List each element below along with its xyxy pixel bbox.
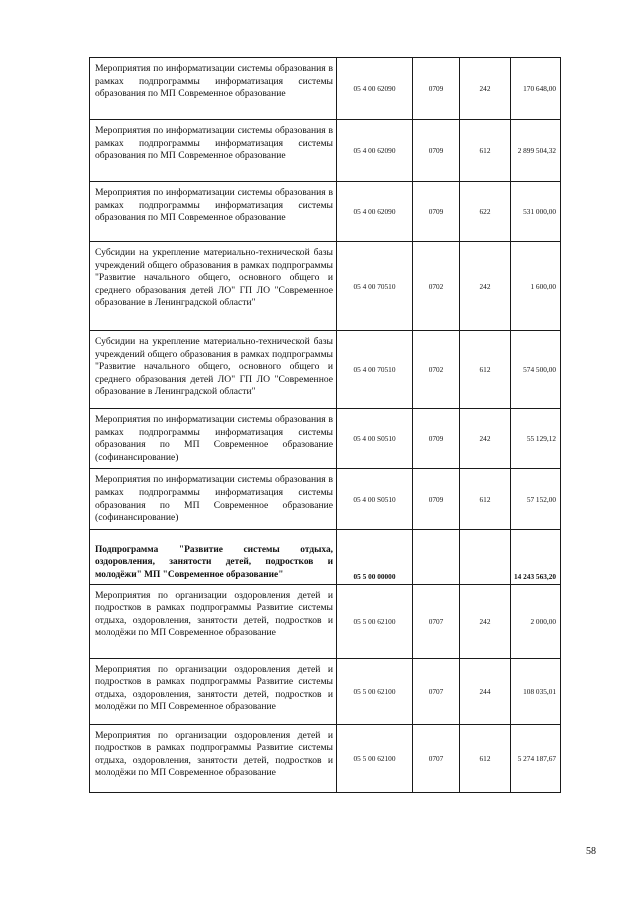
amount-text: 531 000,00 bbox=[523, 207, 556, 216]
expense-type-text: 622 bbox=[479, 207, 491, 216]
expense-type-text: 242 bbox=[479, 616, 491, 626]
section-code-cell bbox=[413, 120, 460, 182]
description-cell bbox=[90, 584, 337, 658]
section-code-text: 0709 bbox=[428, 207, 444, 216]
section-code-cell bbox=[413, 242, 460, 331]
section-code-text: 0709 bbox=[428, 146, 444, 155]
description-cell bbox=[90, 58, 337, 120]
section-code-cell bbox=[413, 58, 460, 120]
amount-text: 14 243 563,20 bbox=[514, 571, 556, 581]
expense-type-cell bbox=[460, 331, 511, 409]
target-article-code-text: 05 4 00 62090 bbox=[353, 146, 396, 155]
target-article-code-text: 05 4 00 62090 bbox=[353, 207, 396, 216]
description-text: Мероприятия по организации оздоровления детей и подростков в рамках подпрограммы Развитие системы отдыха, оздоровления, занятости детей, подростков и молодёжи по МП Современное образование bbox=[95, 589, 333, 639]
target-article-code-text: 05 5 00 62100 bbox=[353, 753, 396, 763]
expense-type-text: 612 bbox=[479, 365, 491, 374]
target-article-code-text: 05 5 00 62100 bbox=[353, 686, 396, 696]
expense-type-cell bbox=[460, 120, 511, 182]
target-article-code-text: 05 4 00 62090 bbox=[353, 84, 396, 93]
page-number: 58 bbox=[586, 846, 596, 857]
description-cell bbox=[90, 120, 337, 182]
description-text: Мероприятия по организации оздоровления детей и подростков в рамках подпрограммы Развитие системы отдыха, оздоровления, занятости детей, подростков и молодёжи по МП Современное образование bbox=[95, 663, 333, 713]
amount-cell bbox=[511, 584, 561, 658]
expense-type-cell bbox=[460, 469, 511, 529]
table-row bbox=[90, 242, 561, 331]
description-cell bbox=[90, 182, 337, 242]
amount-cell bbox=[511, 120, 561, 182]
target-article-code-cell bbox=[337, 469, 413, 529]
target-article-code-text: 05 4 00 S0510 bbox=[353, 494, 396, 504]
expense-type-text: 242 bbox=[479, 281, 491, 291]
description-cell bbox=[90, 469, 337, 529]
description-cell bbox=[90, 529, 337, 584]
target-article-code-cell bbox=[337, 724, 413, 792]
amount-text: 2 000,00 bbox=[530, 616, 556, 626]
amount-text: 5 274 187,67 bbox=[517, 753, 556, 763]
description-cell bbox=[90, 331, 337, 409]
description-text: Мероприятия по организации оздоровления детей и подростков в рамках подпрограммы Развитие системы отдыха, оздоровления, занятости детей, подростков и молодёжи по МП Современное образование bbox=[95, 729, 333, 779]
amount-text: 574 500,00 bbox=[523, 365, 556, 374]
section-code-cell bbox=[413, 658, 460, 724]
amount-cell bbox=[511, 409, 561, 469]
target-article-code-cell bbox=[337, 331, 413, 409]
table-row bbox=[90, 120, 561, 182]
target-article-code-cell bbox=[337, 584, 413, 658]
expense-type-cell bbox=[460, 242, 511, 331]
expense-type-text: 242 bbox=[479, 434, 491, 444]
target-article-code-cell bbox=[337, 529, 413, 584]
target-article-code-text: 05 5 00 00000 bbox=[353, 571, 396, 581]
target-article-code-cell bbox=[337, 120, 413, 182]
table-row bbox=[90, 58, 561, 120]
expense-type-cell bbox=[460, 409, 511, 469]
target-article-code-cell bbox=[337, 182, 413, 242]
section-code-text: 0709 bbox=[428, 494, 444, 504]
description-text: Мероприятия по информатизации системы образования в рамках подпрограммы информатизация системы образования по МП Современное образование bbox=[95, 187, 333, 224]
target-article-code-cell bbox=[337, 409, 413, 469]
target-article-code-text: 05 4 00 70510 bbox=[353, 281, 396, 291]
table-row bbox=[90, 331, 561, 409]
description-text: Подпрограмма "Развитие системы отдыха, оздоровления, занятости детей, подростков и молодёжи" МП "Современное образование" bbox=[95, 544, 333, 580]
description-text: Мероприятия по информатизации системы образования в рамках подпрограммы информатизация системы образования по МП Современное образование (софинансирование) bbox=[95, 474, 333, 524]
section-code-cell bbox=[413, 182, 460, 242]
target-article-code-text: 05 4 00 S0510 bbox=[353, 434, 396, 444]
amount-text: 55 129,12 bbox=[526, 434, 556, 444]
expense-type-cell bbox=[460, 584, 511, 658]
section-code-cell bbox=[413, 724, 460, 792]
table-row bbox=[90, 182, 561, 242]
section-code-text: 0702 bbox=[428, 281, 444, 291]
section-code-text: 0707 bbox=[428, 616, 444, 626]
expense-type-cell bbox=[460, 658, 511, 724]
section-code-text: 0702 bbox=[428, 365, 444, 374]
description-cell bbox=[90, 724, 337, 792]
amount-cell bbox=[511, 58, 561, 120]
section-code-text: 0709 bbox=[428, 434, 444, 444]
table-row bbox=[90, 658, 561, 724]
section-code-cell bbox=[413, 584, 460, 658]
amount-text: 1 600,00 bbox=[530, 281, 556, 291]
description-text: Мероприятия по информатизации системы образования в рамках подпрограммы информатизация системы образования по МП Современное образование bbox=[95, 63, 333, 100]
description-text: Мероприятия по информатизации системы образования в рамках подпрограммы информатизация системы образования по МП Современное образование bbox=[95, 125, 333, 162]
section-code-text: 0707 bbox=[428, 686, 444, 696]
amount-text: 170 648,00 bbox=[523, 84, 556, 93]
expense-type-text: 612 bbox=[479, 146, 491, 155]
expense-type-text: 244 bbox=[479, 686, 491, 696]
section-code-cell bbox=[413, 469, 460, 529]
description-cell bbox=[90, 409, 337, 469]
amount-cell bbox=[511, 182, 561, 242]
section-code-text: 0709 bbox=[428, 84, 444, 93]
table-row bbox=[90, 724, 561, 792]
description-text: Мероприятия по информатизации системы образования в рамках подпрограммы информатизация системы образования по МП Современное образование (софинансирование) bbox=[95, 414, 333, 463]
section-code-text: 0707 bbox=[428, 753, 444, 763]
amount-text: 57 152,00 bbox=[526, 494, 556, 504]
description-text: Субсидии на укрепление материально-технической базы учреждений общего образования в рамках подпрограммы "Развитие начального общего, основного общего и среднего образования детей ЛО" ГП ЛО "Современное образование в Ленинградской области" bbox=[95, 336, 333, 398]
target-article-code-text: 05 5 00 62100 bbox=[353, 616, 396, 626]
amount-cell bbox=[511, 658, 561, 724]
expense-type-cell bbox=[460, 58, 511, 120]
description-cell bbox=[90, 242, 337, 331]
expense-type-cell bbox=[460, 724, 511, 792]
description-cell bbox=[90, 658, 337, 724]
section-code-cell bbox=[413, 409, 460, 469]
target-article-code-text: 05 4 00 70510 bbox=[353, 365, 396, 374]
table-row bbox=[90, 409, 561, 469]
section-code-cell bbox=[413, 331, 460, 409]
amount-cell bbox=[511, 331, 561, 409]
amount-text: 2 899 504,32 bbox=[517, 146, 556, 155]
expense-type-cell bbox=[460, 529, 511, 584]
description-text: Субсидии на укрепление материально-технической базы учреждений общего образования в рамках подпрограммы "Развитие начального общего, основного общего и среднего образования детей ЛО" ГП ЛО "Современное образование в Ленинградской области" bbox=[95, 247, 333, 309]
expense-type-cell bbox=[460, 182, 511, 242]
section-code-cell bbox=[413, 529, 460, 584]
expense-type-text: 612 bbox=[479, 753, 491, 763]
amount-cell bbox=[511, 242, 561, 331]
table-row bbox=[90, 469, 561, 529]
target-article-code-cell bbox=[337, 242, 413, 331]
target-article-code-cell bbox=[337, 58, 413, 120]
expense-type-text: 612 bbox=[479, 494, 491, 504]
table-row bbox=[90, 584, 561, 658]
amount-cell bbox=[511, 469, 561, 529]
budget-table bbox=[89, 57, 561, 793]
amount-cell bbox=[511, 529, 561, 584]
amount-text: 108 035,01 bbox=[523, 686, 556, 696]
expense-type-text: 242 bbox=[479, 84, 491, 93]
amount-cell bbox=[511, 724, 561, 792]
table-row-subtotal bbox=[90, 529, 561, 584]
target-article-code-cell bbox=[337, 658, 413, 724]
